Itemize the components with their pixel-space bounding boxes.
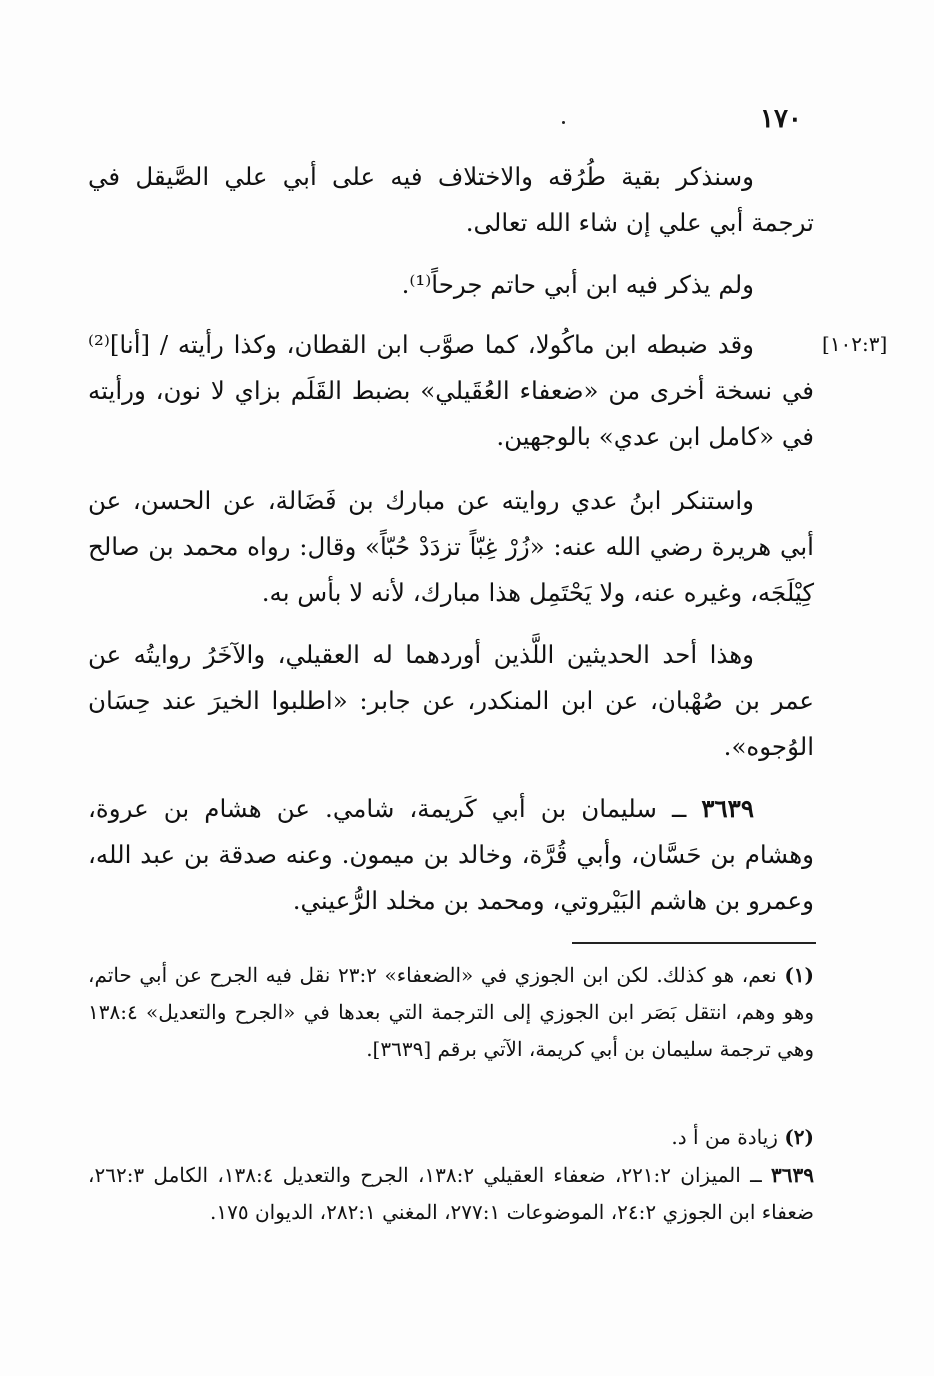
footnote-divider xyxy=(572,942,816,944)
margin-reference: [١٠٢:٣] xyxy=(822,332,888,356)
entry-3639 xyxy=(88,786,814,924)
page-speck xyxy=(562,121,565,124)
footnote-3-number: ٣٦٣٩ xyxy=(771,1163,814,1187)
paragraph-1: وسنذكر بقية طُرُقه والاختلاف فيه على أبي علي الصَّيقل في ترجمة أبي علي إن شاء الله تعالى. xyxy=(88,162,814,237)
footnote-1-number: (١) xyxy=(784,963,814,987)
entry-text: ــ سليمان بن أبي كَريمة، شامي. عن هشام بن عروة، وهشام بن حَسَّان، وأبي قُرَّة، وخالد بن ميمون. وعنه صدقة بن عبد الله، وعمرو بن هاشم البَيْروتي، ومحمد بن مخلد الرُّعيني. xyxy=(88,794,814,915)
page-number: ١٧٠ xyxy=(760,104,802,134)
footnote-entry-sources xyxy=(88,1157,814,1231)
footnote-2-number: (٢) xyxy=(784,1125,814,1149)
paragraph-3: وقد ضبطه ابن ماكُولا، كما صوَّب ابن القطان، وكذا رأيته / [أنا]⁽²⁾ في نسخة أخرى من «ضعفاء العُقَيلي» بضبط القَلَم بزاي لا نون، ورأيته في «كامل ابن عدي» بالوجهين. xyxy=(88,330,814,451)
footnote-3-text: ــ الميزان ٢٢١:٢، ضعفاء العقيلي ١٣٨:٢، الجرح والتعديل ١٣٨:٤، الكامل ٢٦٢:٣، ضعفاء ابن الجوزي ٢٤:٢، الموضوعات ٢٧٧:١، المغني ٢٨٢:١، الديوان ١٧٥. xyxy=(88,1163,814,1224)
entry-number: ٣٦٣٩ xyxy=(701,794,754,823)
footnote-1 xyxy=(88,957,814,1068)
paragraph-4: واستنكر ابنُ عدي روايته عن مبارك بن فَضَالة، عن الحسن، عن أبي هريرة رضي الله عنه: «زُرْ غِبّاً تزدَدْ حُبّاً» وقال: رواه محمد بن صالح كِيْلَجَه، وغيره عنه، ولا يَحْتَمِل هذا مبارك، لأنه لا بأس به. xyxy=(88,486,814,607)
footnote-1-text: نعم، هو كذلك. لكن ابن الجوزي في «الضعفاء» ٢٣:٢ نقل فيه الجرح عن أبي حاتم، وهو وهم، انتقل بَصَر ابن الجوزي إلى الترجمة التي بعدها في «الجرح والتعديل» ١٣٨:٤ وهي ترجمة سليمان بن أبي كريمة، الآتي برقم [٣٦٣٩]. xyxy=(88,963,814,1061)
footnote-2 xyxy=(88,1119,814,1156)
paragraph-5: وهذا أحد الحديثين اللَّذين أوردهما له العقيلي، والآخَرُ روايتُه عن عمر بن صُهْبان، عن ابن المنكدر، عن جابر: «اطلبوا الخيرَ عند حِسَان الوُجوه». xyxy=(88,640,814,761)
paragraph-2: ولم يذكر فيه ابن أبي حاتم جرحاً⁽¹⁾. xyxy=(401,270,754,299)
footnote-2-text: زيادة من أ د. xyxy=(671,1125,785,1149)
